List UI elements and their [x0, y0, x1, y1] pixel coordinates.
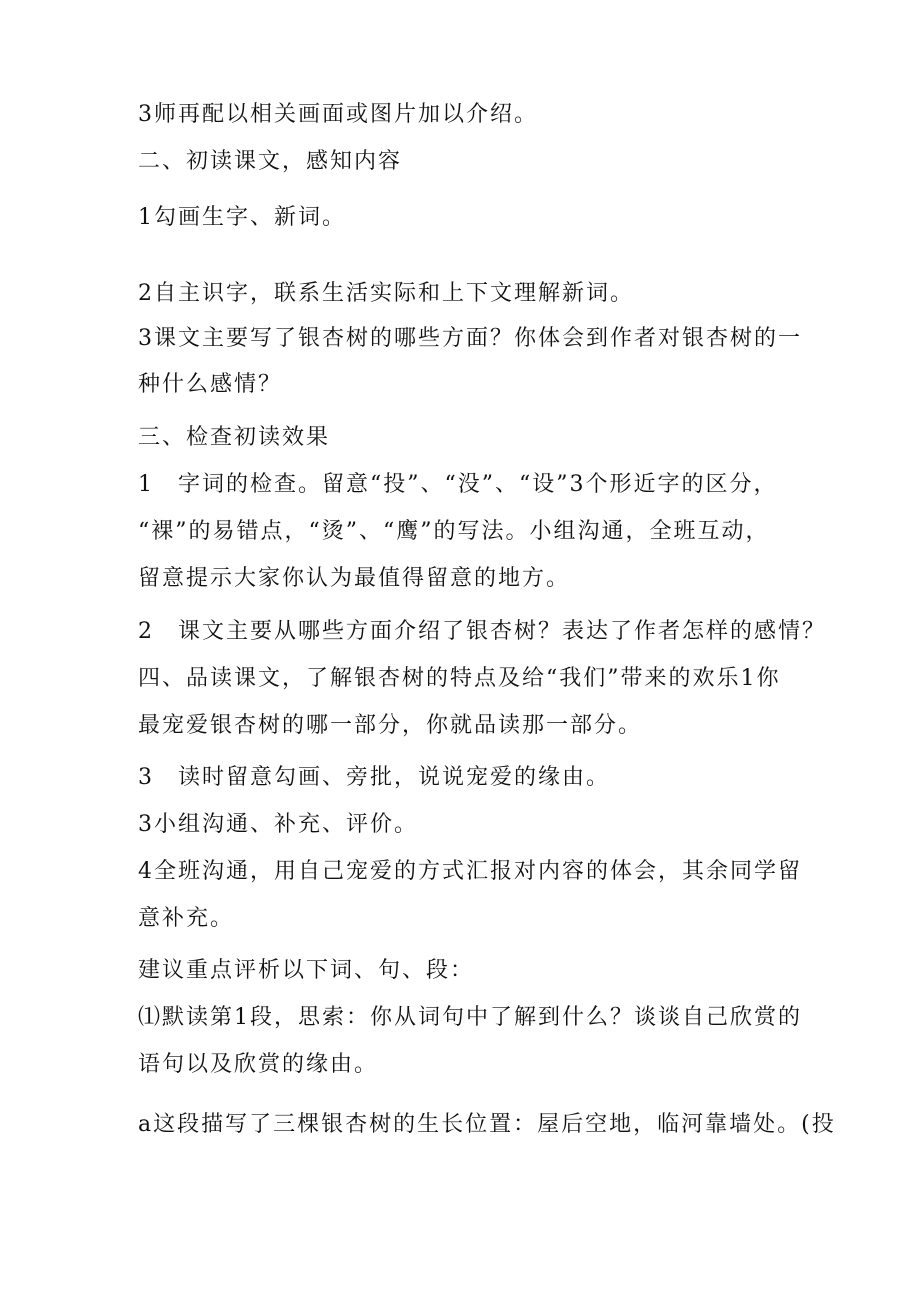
text-line: 2 课文主要从哪些方面介绍了银杏树？表达了作者怎样的感情？ [138, 619, 826, 644]
text-line: 1 字词的检查。留意“投”、“没”、“设”3个形近字的区分， [138, 472, 778, 497]
text-line: 3 读时留意勾画、旁批，说说宠爱的缘由。 [138, 765, 610, 790]
text-line: 3师再配以相关画面或图片加以介绍。 [138, 102, 538, 127]
text-line: “裸”的易错点，“烫”、“鹰”的写法。小组沟通，全班互动， [138, 519, 770, 544]
text-line: 3课文主要写了银杏树的哪些方面？你体会到作者对银杏树的一 [138, 326, 802, 351]
text-line: 最宠爱银杏树的哪一部分，你就品读那一部分。 [138, 713, 643, 738]
text-line: 建议重点评析以下词、句、段： [138, 958, 475, 983]
text-line: 语句以及欣赏的缘由。 [138, 1052, 379, 1077]
text-line: 2自主识字，联系生活实际和上下文理解新词。 [138, 281, 634, 306]
text-line: 种什么感情？ [138, 372, 283, 397]
section-heading: 三、检查初读效果 [138, 425, 331, 450]
text-line: ⑴默读第1段，思索：你从词句中了解到什么？谈谈自己欣赏的 [138, 1005, 802, 1030]
section-heading: 四、品读课文，了解银杏树的特点及给“我们”带来的欢乐1你 [138, 666, 781, 691]
text-line: a这段描写了三棵银杏树的生长位置：屋后空地，临河靠墙处。(投 [138, 1112, 836, 1137]
section-heading: 二、初读课文，感知内容 [138, 149, 403, 174]
text-line: 留意提示大家你认为最值得留意的地方。 [138, 566, 571, 591]
text-line: 1勾画生字、新词。 [138, 205, 346, 230]
text-line: 4全班沟通，用自己宠爱的方式汇报对内容的体会，其余同学留 [138, 859, 802, 884]
text-line: 3小组沟通、补充、评价。 [138, 812, 418, 837]
text-line: 意补充。 [138, 906, 235, 931]
